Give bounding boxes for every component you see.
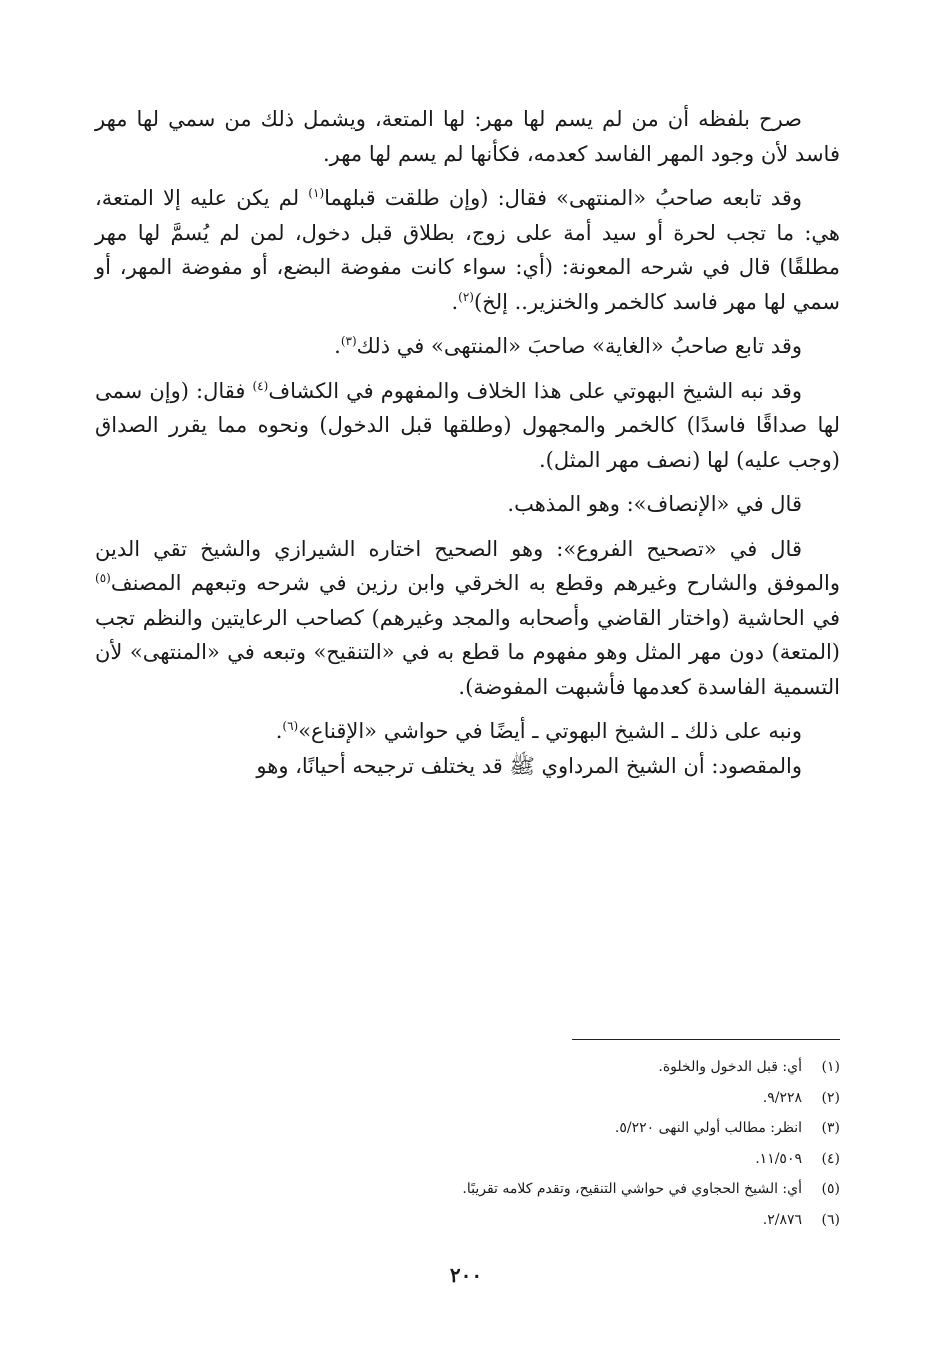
footnote-1 — [95, 1052, 840, 1083]
footnote-number: (٦) — [821, 1211, 840, 1228]
footnote-text: أي: الشيخ الحجاوي في حواشي التنقيح، وتقدم كلامه تقريبًا. — [462, 1181, 802, 1197]
page-number: ٢٠٠ — [449, 1263, 483, 1287]
footnotes — [95, 1052, 840, 1235]
paragraph-7: ونبه على ذلك ـ الشيخ البهوتي ـ أيضًا في حواشي «الإقناع»$^{(٦)}$. — [275, 719, 802, 743]
footnote-number: (٥) — [821, 1181, 840, 1197]
footnote-3 — [95, 1113, 840, 1144]
footnote-ref-2[interactable]: (٢) — [458, 289, 474, 304]
footnote-number: (٢) — [821, 1089, 840, 1106]
footnote-ref-1[interactable]: (١) — [308, 186, 325, 200]
footnote-2 — [95, 1083, 840, 1114]
footnote-divider — [572, 1039, 840, 1040]
paragraph-1: صرح بلفظه أن من لم يسم لها مهر: لها المتعة، ويشمل ذلك من سمي لها مهر فاسد لأن وجود المهر الفاسد كعدمه، فكأنها لم يسم لها مهر. — [95, 107, 840, 166]
paragraph-3: وقد تابع صاحبُ «الغاية» صاحبَ «المنتهى» في ذلك$^{(٣)}$. — [334, 334, 802, 358]
body-text — [95, 102, 840, 793]
footnote-text: ٩/٢٢٨. — [762, 1089, 802, 1106]
paragraph-8: والمقصود: أن الشيخ المرداوي ﷺ قد يختلف ترجيحه أحيانًا، وهو — [256, 753, 802, 778]
paragraph-6: قال في «تصحيح الفروع»: وهو الصحيح اختاره الشيرازي والشيخ تقي الدين والموفق والشارح وغيرهم وقطع به الخرقي وابن رزين في شرحه وتبعهم المصنف$^{(٥)}$ في الحاشية (واختار القاضي وأصحابه والمجد وغيرهم) كصاحب الرعايتين والنظم تجب (المتعة) دون مهر المثل وهو مفهوم ما قطع به في «التنقيح» وتبعه في «المنتهى» لأن التسمية الفاسدة كعدمها فأشبهت المفوضة). — [95, 536, 840, 699]
footnote-ref-4[interactable]: (٤) — [252, 378, 269, 393]
footnote-text: ٢/٨٧٦. — [762, 1211, 802, 1228]
paragraph-5: قال في «الإنصاف»: وهو المذهب. — [507, 492, 802, 516]
footnote-number: (٤) — [821, 1150, 840, 1167]
footnote-number: (١) — [821, 1059, 840, 1075]
footnote-4 — [95, 1144, 840, 1175]
paragraph-2: وقد تابعه صاحبُ «المنتهى» فقال: (وإن طلقت قبلهما$^{(١)}$ لم يكن عليه إلا المتعة، هي: ما تجب لحرة أو سيد أمة على زوج، بطلاق قبل دخول، لمن لم يُسمَّ لها مهر مطلقًا) قال في شرحه المعونة: (أي: سواء كانت مفوضة البضع، أو مفوضة المهر، أو سمي لها مهر فاسد كالخمر والخنزير.. إلخ)$^{(٢)}$. — [95, 186, 840, 314]
footnote-text: ١١/٥٠٩. — [755, 1150, 802, 1167]
footnote-number: (٣) — [821, 1120, 840, 1136]
footnote-ref-5[interactable]: (٥) — [95, 571, 111, 585]
paragraph-4: وقد نبه الشيخ البهوتي على هذا الخلاف والمفهوم في الكشاف$^{(٤)}$ فقال: (وإن سمى لها صداقًا فاسدًا) كالخمر والمجهول (وطلقها قبل الدخول) ونحوه مما يقرر الصداق (وجب عليه) لها (نصف مهر المثل). — [95, 378, 840, 472]
footnote-5 — [95, 1174, 840, 1205]
footnote-ref-3[interactable]: (٣) — [340, 334, 357, 348]
footnote-text: انظر: مطالب أولي النهى ٥/٢٢٠. — [614, 1120, 802, 1136]
footnote-ref-6[interactable]: (٦) — [282, 719, 299, 733]
footnote-text: أي: قبل الدخول والخلوة. — [658, 1059, 802, 1075]
footnote-6 — [95, 1205, 840, 1236]
